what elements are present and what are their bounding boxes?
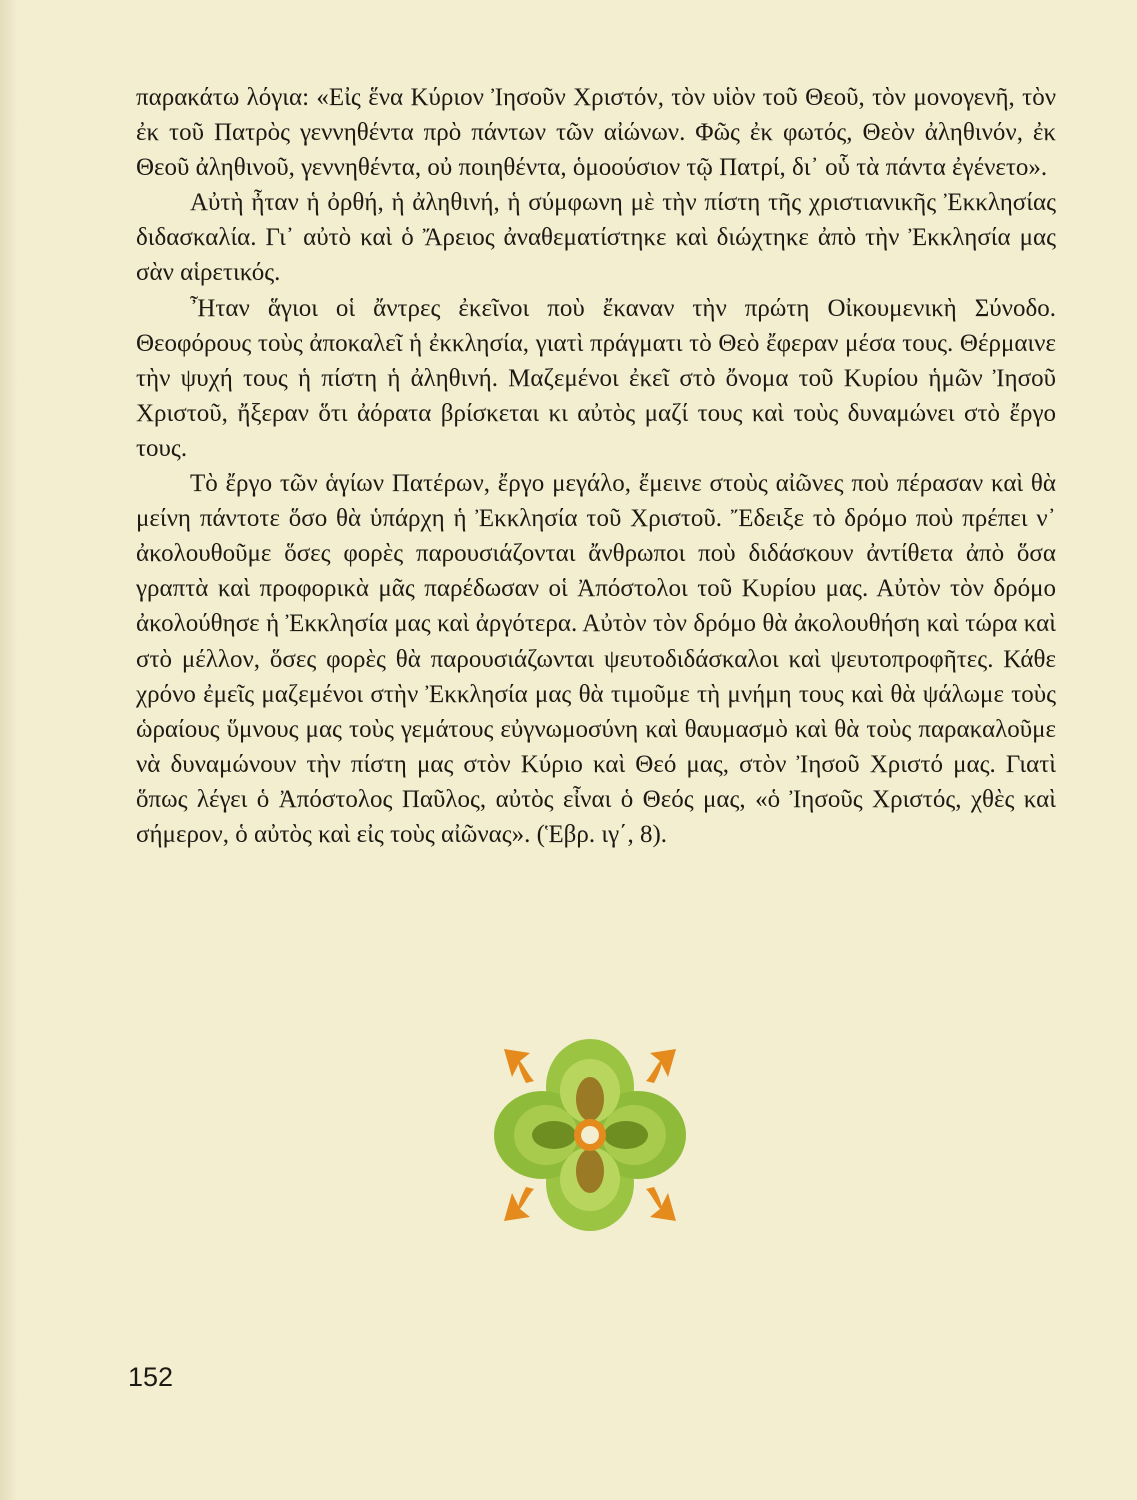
paragraph-2: Αὐτὴ ἦταν ἡ ὀρθή, ἡ ἀληθινή, ἡ σύμφωνη μὲ τὴν πίστη τῆς χριστιανικῆς Ἐκκλησίας διδασκαλία. Γι᾽ αὐτὸ καὶ ὁ Ἄρειος ἀναθεματίστηκε καὶ διώχτηκε ἀπὸ τὴν Ἐκκλησία μας σὰν αἱρετικός. — [136, 189, 1056, 287]
paragraph-3: Ἦταν ἅγιοι οἱ ἄντρες ἐκεῖνοι ποὺ ἔκαναν τὴν πρώτη Οἰκουμενικὴ Σύνοδο. Θεοφόρους τοὺς ἀποκαλεῖ ἡ ἐκκλησία, γιατὶ πράγματι τὸ Θεὸ ἔφεραν μέσα τους. Θέρμαινε τὴν ψυχή τους ἡ πίστη ἡ ἀληθινή. Μαζεμένοι ἐκεῖ στὸ ὄνομα τοῦ Κυρίου ἡμῶν Ἰησοῦ Χριστοῦ, ἤξεραν ὅτι ἀόρατα βρίσκεται κι αὐτὸς μαζί τους καὶ τοὺς δυναμώνει στὸ ἔργο τους. — [136, 294, 1056, 462]
paragraph-4: Τὸ ἔργο τῶν ἁγίων Πατέρων, ἔργο μεγάλο, ἔμεινε στοὺς αἰῶνες ποὺ πέρασαν καὶ θὰ μείνη πάντοτε ὅσο θὰ ὑπάρχη ἡ Ἐκκλησία τοῦ Χριστοῦ. Ἔδειξε τὸ δρόμο ποὺ πρέπει ν᾽ ἀκολουθοῦμε ὅσες φορὲς παρουσιάζονται ἄνθρωποι ποὺ διδάσκουν ἀντίθετα ἀπὸ ὅσα γραπτὰ καὶ προφορικὰ μᾶς παρέδωσαν οἱ Ἀπόστολοι τοῦ Κυρίου μας. Αὐτὸν τὸν δρόμο ἀκολούθησε ἡ Ἐκκλησία μας καὶ ἀργότερα. Αὐτὸν τὸν δρόμο θὰ ἀκολουθήση καὶ τώρα καὶ στὸ μέλλον, ὅσες φορὲς θὰ παρουσιάζωνται ψευτοδιδάσκαλοι καὶ ψευτοπροφῆτες. Κάθε χρόνο ἐμεῖς μαζεμένοι στὴν Ἐκκλησία μας θὰ τιμοῦμε τὴ μνήμη τους καὶ θὰ ψάλωμε τοὺς ὡραίους ὕμνους μας τοὺς γεμάτους εὐγνωμοσύνη καὶ θαυμασμὸ καὶ θὰ τοὺς παρακαλοῦμε νὰ δυναμώνουν τὴν πίστη μας στὸν Κύριο καὶ Θεό μας, στὸν Ἰησοῦ Χριστό μας. Γιατὶ ὅπως λέγει ὁ Ἀπόστολος Παῦλος, αὐτὸς εἶναι ὁ Θεός μας, «ὁ Ἰησοῦς Χριστός, χθὲς καὶ σήμερον, ὁ αὐτὸς καὶ εἰς τοὺς αἰῶνας». (Ἑβρ. ιγ΄, 8). — [136, 470, 1056, 848]
flower-center-icon — [574, 1119, 606, 1151]
page-number: 152 — [128, 1362, 174, 1392]
paragraph-1: παρακάτω λόγια: «Εἰς ἕνα Κύριον Ἰησοῦν Χριστόν, τὸν υἱὸν τοῦ Θεοῦ, τὸν μονογενῆ, τὸν ἐκ τοῦ Πατρὸς γεννηθέντα πρὸ πάντων τῶν αἰώνων. Φῶς ἐκ φωτός, Θεὸν ἀληθινόν, ἐκ Θεοῦ ἀληθινοῦ, γεννηθέντα, οὐ ποιηθέντα, ὁμοούσιον τῷ Πατρί, δι᾽ οὗ τὰ πάντα ἐγένετο». — [136, 84, 1056, 182]
four-leaf-flower-ornament-icon — [490, 1035, 690, 1235]
body-text — [136, 80, 1056, 852]
